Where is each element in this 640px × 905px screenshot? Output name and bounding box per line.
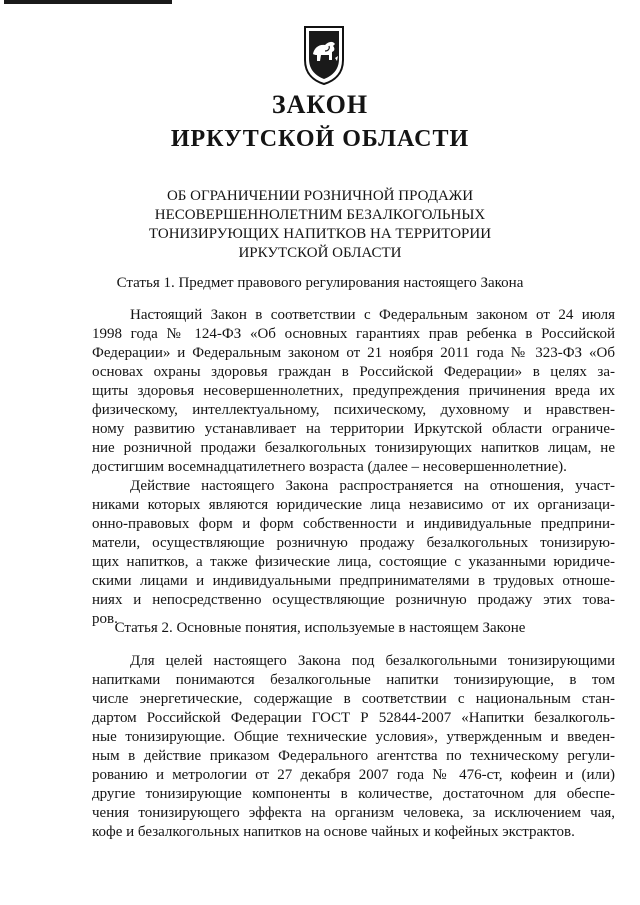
- paragraph-line: Действие настоящего Закона распространяется на отношения, участ-: [130, 478, 615, 494]
- paragraph-line: чения тонизирующего эффекта на организм человека, за исключением чая,: [92, 805, 615, 821]
- paragraph-line: дартом Российской Федерации ГОСТ Р 52844-2007 «Напитки безалкоголь-: [92, 710, 615, 726]
- paragraph-line: основах охраны здоровья граждан в Российской Федерации» в целях за-: [92, 364, 615, 380]
- paragraph-line: кофе и безалкогольных напитков на основе чайных и кофейных экстрактов.: [92, 824, 575, 840]
- paragraph-line: щих напитков, а также физические лица, состоящие с указанными юридиче-: [92, 554, 615, 570]
- paragraph-line: матели, осуществляющие розничную продажу безалкогольных тонизирую-: [92, 535, 615, 551]
- paragraph-line: 1998 года № 124-ФЗ «Об основных гарантиях прав ребенка в Российской: [92, 326, 615, 342]
- paragraph-line: ные тонизирующие. Общие технические условия», утвержденным и введен-: [92, 729, 615, 745]
- article-1-body: [92, 306, 615, 629]
- paragraph-line: щиты здоровья несовершеннолетних, предупреждения причинения вреда их: [92, 383, 615, 399]
- paragraph-line: ниях и непосредственно осуществляющие розничную продажу этих това-: [92, 592, 615, 608]
- paragraph-line: Для целей настоящего Закона под безалкогольными тонизирующими: [130, 653, 615, 669]
- paragraph-line: числе энергетические, содержащие в соответствии с национальным стан-: [92, 691, 615, 707]
- paragraph-line: другие тонизирующие компоненты в количестве, достаточном для обеспе-: [92, 786, 615, 802]
- article-1-heading: Статья 1. Предмет правового регулирования настоящего Закона: [116, 275, 524, 291]
- article-2-heading: Статья 2. Основные понятия, используемые в настоящем Законе: [114, 620, 526, 636]
- document-subtitle: [0, 187, 640, 263]
- subtitle-line: ОБ ОГРАНИЧЕНИИ РОЗНИЧНОЙ ПРОДАЖИ: [166, 188, 474, 204]
- paragraph-line: ров.: [92, 611, 118, 627]
- paragraph-line: рованию и метрологии от 27 декабря 2007 года № 476-ст, кофеин и (или): [92, 767, 615, 783]
- subtitle-line: НЕСОВЕРШЕННОЛЕТНИМ БЕЗАЛКОГОЛЬНЫХ: [154, 207, 486, 223]
- article-2-body: [92, 652, 615, 842]
- irkutsk-coat-of-arms-icon: [302, 24, 346, 86]
- law-title: [0, 88, 640, 156]
- paragraph-line: физическому, интеллектуальному, психическому, духовному и нравствен-: [92, 402, 615, 418]
- paragraph-line: ным в действие приказом Федерального агентства по техническому регули-: [92, 748, 615, 764]
- paragraph-line: никами которых являются юридические лица независимо от их организаци-: [92, 497, 615, 513]
- paragraph-line: достигшим восемнадцатилетнего возраста (далее – несовершеннолетние).: [92, 459, 567, 475]
- paragraph-line: Настоящий Закон в соответствии с Федеральным законом от 24 июля: [130, 307, 615, 323]
- paragraph-line: ному развитию устанавливает на территории Иркутской области ограниче-: [92, 421, 615, 437]
- top-rule: [4, 0, 172, 4]
- law-title-line1: ЗАКОН: [271, 90, 369, 119]
- paragraph-line: Федерации» и Федеральным законом от 21 ноября 2011 года № 323-ФЗ «Об: [92, 345, 615, 361]
- paragraph-line: ние розничной продажи безалкогольных тонизирующих напитков лицам, не: [92, 440, 615, 456]
- paragraph-line: онно-правовых форм и форм собственности и индивидуальные предприни-: [92, 516, 615, 532]
- paragraph-line: напитками понимаются безалкогольные напитки тонизирующие, в том: [92, 672, 615, 688]
- subtitle-line: ТОНИЗИРУЮЩИХ НАПИТКОВ НА ТЕРРИТОРИИ: [148, 226, 492, 242]
- law-title-line2: ИРКУТСКОЙ ОБЛАСТИ: [170, 126, 470, 152]
- paragraph-line: скими лицами и индивидуальными предпринимателями в трудовых отноше-: [92, 573, 615, 589]
- subtitle-line: ИРКУТСКОЙ ОБЛАСТИ: [238, 245, 402, 261]
